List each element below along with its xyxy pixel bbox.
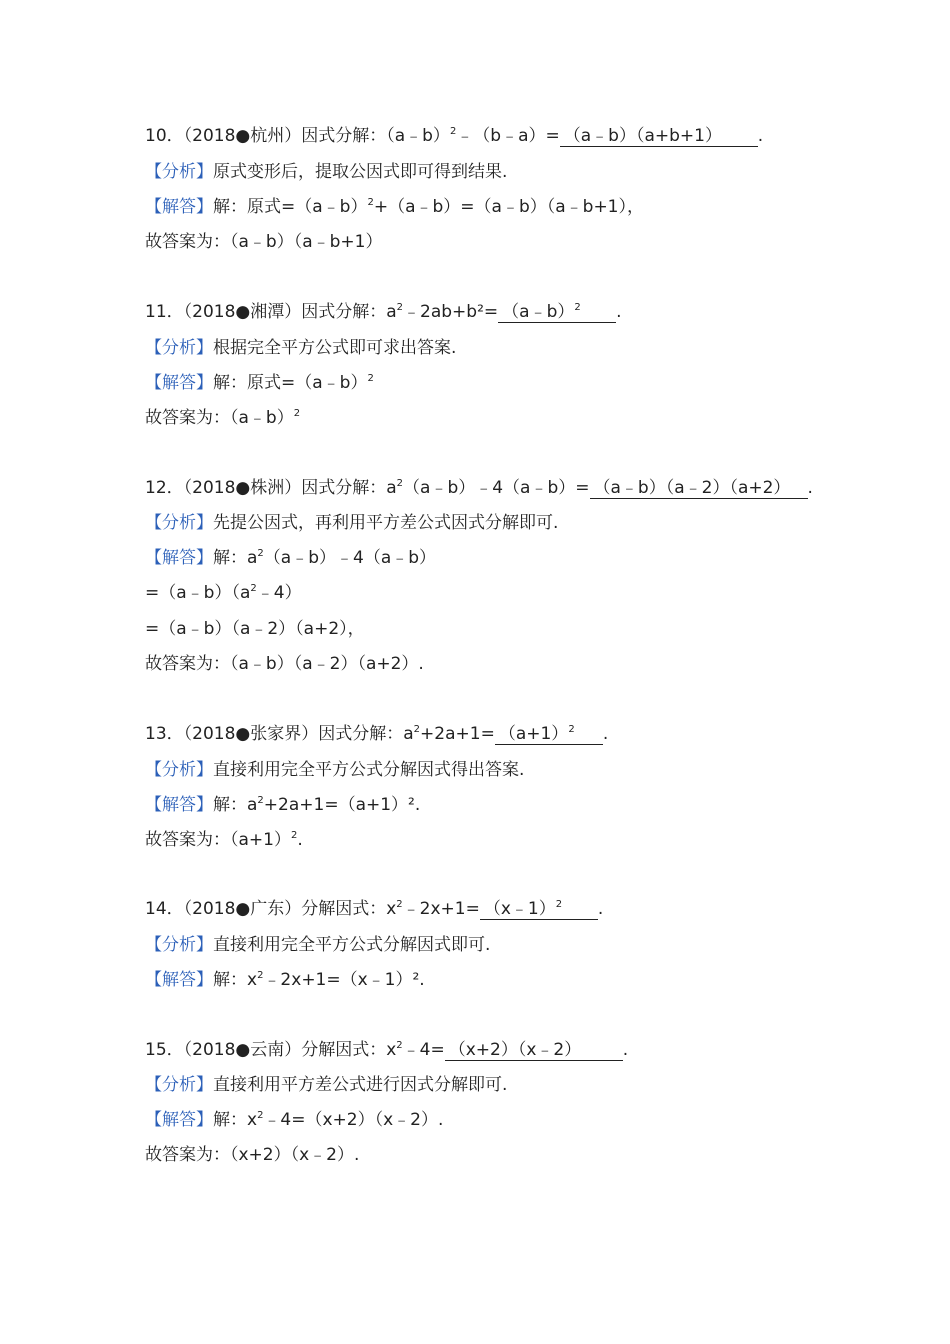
final-answer-13: 故答案为：$(a+1)^2$. bbox=[145, 830, 303, 850]
final-answer-10: 故答案为：（a﹣b）（a﹣b+1） bbox=[145, 232, 383, 252]
solution-14: 【解答】解：$x^2﹣2x+1=(x﹣1)^2$. bbox=[145, 970, 425, 990]
question-14: 14．（2018●广东）分解因式：$x^2﹣2x+1=$ （x﹣1）$^2$ . bbox=[145, 899, 604, 919]
answer-blank: （a﹣b）（a﹣2）（a+2） bbox=[590, 478, 808, 499]
analysis-11: 【分析】根据完全平方公式即可求出答案. bbox=[145, 338, 457, 358]
question-10: 10．（2018●杭州）因式分解：（a﹣b）$^2$﹣（b﹣a）= （a﹣b）（a+b+1） . bbox=[145, 126, 764, 146]
question-13: 13．（2018●张家界）因式分解：$a^2+2a+1= (a+1)^2$ . bbox=[145, 724, 609, 744]
answer-blank: （a﹣b）（a+b+1） bbox=[560, 126, 758, 147]
solution-tag: 【解答】 bbox=[145, 1110, 213, 1130]
final-answer-11: 故答案为：（a﹣b）$^2$ bbox=[145, 408, 301, 428]
analysis-tag: 【分析】 bbox=[145, 513, 213, 533]
answer-blank: （x+2）（x﹣2） bbox=[445, 1040, 623, 1061]
analysis-13: 【分析】直接利用完全平方公式分解因式得出答案. bbox=[145, 760, 525, 780]
solution-10: 【解答】解：原式=（a﹣b）$^2$+（a﹣b）=（a﹣b）（a﹣b+1）， bbox=[145, 197, 645, 217]
solution-step-12-2: =（a﹣b）（a﹣2）（a+2）， bbox=[145, 619, 365, 639]
solution-tag: 【解答】 bbox=[145, 970, 213, 990]
solution-tag: 【解答】 bbox=[145, 548, 213, 568]
answer-blank: $(a+1)^2$ bbox=[495, 724, 603, 745]
analysis-15: 【分析】直接利用平方差公式进行因式分解即可. bbox=[145, 1075, 508, 1095]
analysis-12: 【分析】先提公因式，再利用平方差公式因式分解即可. bbox=[145, 513, 559, 533]
solution-tag: 【解答】 bbox=[145, 197, 213, 217]
question-15: 15．（2018●云南）分解因式：$x^2﹣4=$ （x+2）（x﹣2） . bbox=[145, 1040, 629, 1060]
analysis-tag: 【分析】 bbox=[145, 162, 213, 182]
final-answer-12: 故答案为：（a﹣b）（a﹣2）（a+2）. bbox=[145, 654, 424, 674]
question-11: 11．（2018●湘潭）因式分解：$a^2﹣2ab+b^2=$ （a﹣b）$^2$ . bbox=[145, 302, 622, 322]
solution-15: 【解答】解：$x^2﹣4=(x+2)(x﹣2)$. bbox=[145, 1110, 444, 1130]
solution-tag: 【解答】 bbox=[145, 795, 213, 815]
solution-tag: 【解答】 bbox=[145, 373, 213, 393]
analysis-tag: 【分析】 bbox=[145, 760, 213, 780]
answer-blank: （a﹣b）$^2$ bbox=[498, 302, 616, 323]
analysis-10: 【分析】原式变形后，提取公因式即可得到结果. bbox=[145, 162, 508, 182]
solution-11: 【解答】解：原式=（a﹣b）$^2$ bbox=[145, 373, 374, 393]
analysis-tag: 【分析】 bbox=[145, 338, 213, 358]
analysis-tag: 【分析】 bbox=[145, 1075, 213, 1095]
solution-12: 【解答】解：$a^2(a﹣b)﹣4(a﹣b)$ bbox=[145, 548, 437, 568]
analysis-tag: 【分析】 bbox=[145, 935, 213, 955]
question-12: 12．（2018●株洲）因式分解：$a^2(a﹣b)﹣4(a﹣b)=$ （a﹣b）（a﹣2）（a+2） . bbox=[145, 478, 813, 498]
answer-blank: （x﹣1）$^2$ bbox=[480, 899, 598, 920]
final-answer-15: 故答案为：（x+2）（x﹣2）. bbox=[145, 1145, 360, 1165]
analysis-14: 【分析】直接利用完全平方公式分解因式即可. bbox=[145, 935, 491, 955]
solution-step-12-1: $=(a﹣b)(a^2﹣4)$ bbox=[145, 583, 302, 603]
solution-13: 【解答】解：$a^2+2a+1=(a+1)^2$. bbox=[145, 795, 421, 815]
